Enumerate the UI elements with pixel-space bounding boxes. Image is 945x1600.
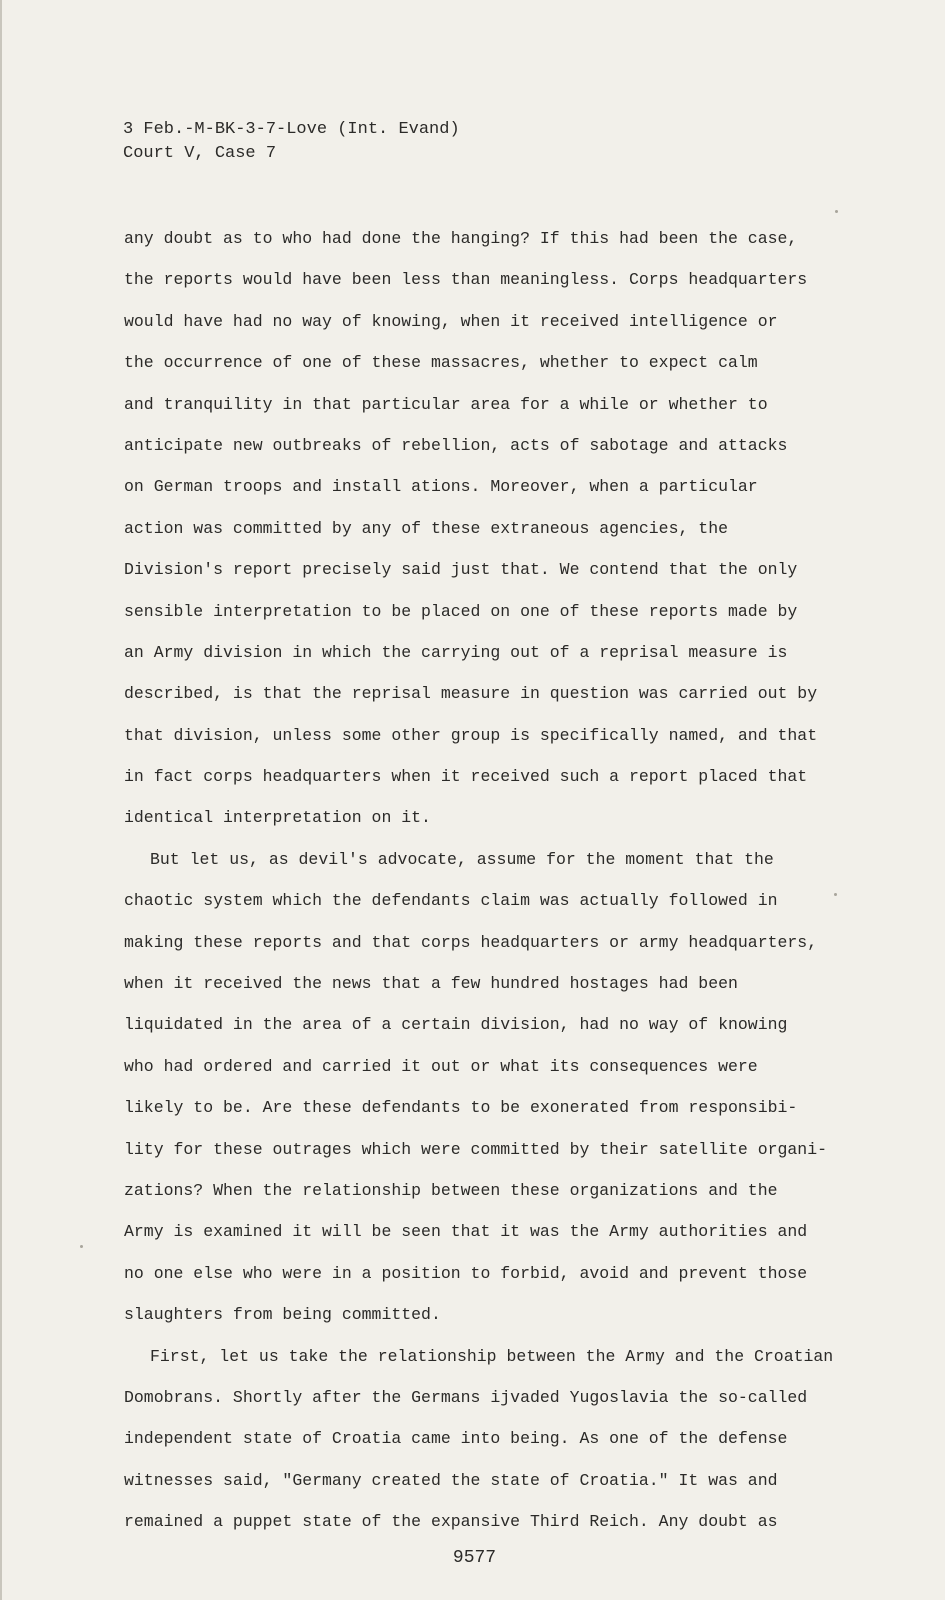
header-court-line: Court V, Case 7 [123,144,277,163]
text-line: chaotic system which the defendants claim was actually followed in [124,891,778,911]
page-number: 9577 [452,1548,497,1568]
text-line: would have had no way of knowing, when it received intelligence or [124,311,778,331]
text-line: zations? When the relationship between these organizations and the [124,1180,778,1200]
text-line: that division, unless some other group is specifically named, and that [124,725,818,745]
text-line: witnesses said, "Germany created the state of Croatia." It was and [124,1470,778,1490]
text-line: no one else who were in a position to forbid, avoid and prevent those [124,1263,808,1283]
text-line: described, is that the reprisal measure in question was carried out by [124,684,818,704]
header-reference-line: 3 Feb.-M-BK-3-7-Love (Int. Evand) [123,120,460,139]
paper-speck [80,1245,83,1248]
text-line: lity for these outrages which were committed by their satellite organi- [124,1139,828,1159]
text-line: Division's report precisely said just that. We contend that the only [124,560,798,580]
text-line: action was committed by any of these extraneous agencies, the [124,518,728,538]
text-line: anticipate new outbreaks of rebellion, acts of sabotage and attacks [124,435,788,455]
text-line: an Army division in which the carrying out of a reprisal measure is [124,642,788,662]
text-line: the occurrence of one of these massacres, whether to expect calm [124,353,758,373]
text-line: any doubt as to who had done the hanging? If this had been the case, [124,229,798,248]
text-line: independent state of Croatia came into being. As one of the defense [124,1429,788,1449]
text-line: remained a puppet state of the expansive Third Reich. Any doubt as [124,1512,778,1532]
text-line: making these reports and that corps headquarters or army headquarters, [124,932,818,952]
document-header [123,118,460,166]
text-line: on German troops and install ations. Moreover, when a particular [124,477,758,497]
text-line: likely to be. Are these defendants to be exonerated from responsibi- [124,1098,798,1118]
text-line: liquidated in the area of a certain division, had no way of knowing [124,1015,788,1035]
paragraph [124,218,884,839]
paper-speck [834,893,837,896]
text-line: in fact corps headquarters when it received such a report placed that [124,767,808,787]
text-line: and tranquility in that particular area for a while or whether to [124,394,768,414]
text-line: Army is examined it will be seen that it was the Army authorities and [124,1222,808,1242]
paragraph [124,839,884,1336]
paper-speck [835,210,838,213]
text-line: when it received the news that a few hundred hostages had been [124,974,738,994]
text-line: Domobrans. Shortly after the Germans ijvaded Yugoslavia the so-called [124,1387,808,1407]
text-line: who had ordered and carried it out or what its consequences were [124,1056,758,1076]
text-line: But let us, as devil's advocate, assume for the moment that the [150,849,774,869]
text-line: slaughters from being committed. [124,1305,441,1325]
text-line: the reports would have been less than meaningless. Corps headquarters [124,270,808,290]
document-body [124,218,884,1543]
text-line: identical interpretation on it. [124,808,431,828]
paragraph [124,1336,884,1543]
text-line: First, let us take the relationship between the Army and the Croatian [150,1346,834,1366]
text-line: sensible interpretation to be placed on one of these reports made by [124,601,798,621]
